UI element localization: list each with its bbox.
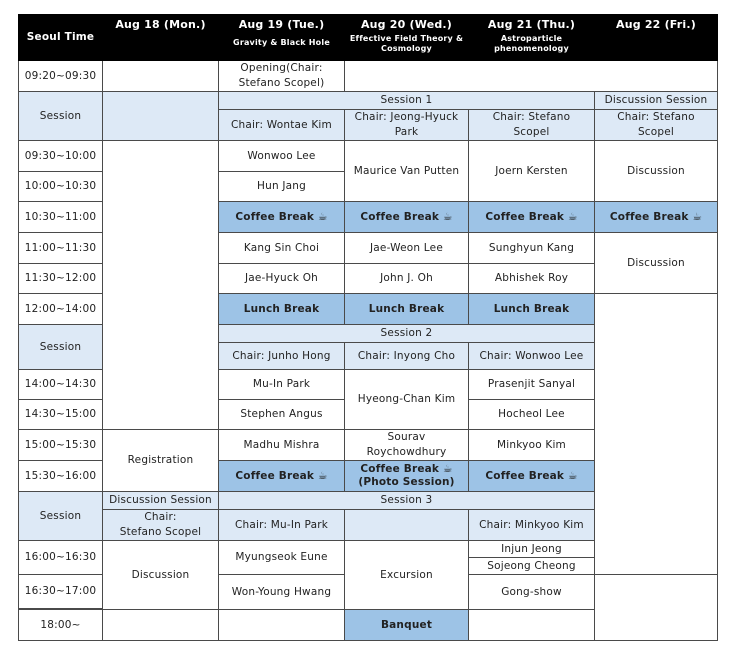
break-label: Coffee Break [485, 469, 565, 482]
coffee-cup-icon: ☕ [567, 469, 578, 482]
header-day-mon: Aug 18 (Mon.) [103, 15, 219, 61]
talk-cell: Joern Kersten [469, 141, 595, 202]
talk-cell: Abhishek Roy [469, 264, 595, 294]
talk-cell: Mu-In Park [219, 370, 345, 400]
coffee-cup-icon: ☕ [317, 210, 328, 223]
schedule-container [18, 14, 718, 641]
row-0920 [19, 61, 718, 92]
coffee-break-cell [345, 202, 469, 233]
fri-empty-block [595, 294, 718, 575]
talk-cell: Jae-Hyuck Oh [219, 264, 345, 294]
cell-line: Opening(Chair: [240, 62, 323, 74]
registration-cell: Registration [103, 430, 219, 492]
talk-cell: Kang Sin Choi [219, 233, 345, 264]
header-day-tue [219, 15, 345, 61]
session2-title: Session 2 [219, 325, 595, 343]
cell-line: Stefano Scopel) [238, 77, 325, 89]
break-label: Coffee Break [360, 463, 440, 475]
fri-discussion-session: Discussion Session [595, 92, 718, 110]
coffee-break-cell [469, 202, 595, 233]
break-label: Coffee Break [235, 210, 315, 223]
coffee-break-photo-cell [345, 461, 469, 492]
talk-cell: John J. Oh [345, 264, 469, 294]
lunch-break-cell: Lunch Break [219, 294, 345, 325]
coffee-break-cell [219, 461, 345, 492]
talk-cell: Madhu Mishra [219, 430, 345, 461]
talk-cell: Hun Jang [219, 172, 345, 202]
cell-line: Roychowdhury [366, 446, 447, 458]
chair-wed [345, 110, 469, 141]
coffee-cup-icon: ☕ [317, 469, 328, 482]
schedule-table [18, 14, 718, 641]
cell-line: Chair: [144, 511, 177, 523]
session-label: Session [19, 325, 103, 370]
empty-cell [469, 610, 595, 641]
time-cell: 11:00~11:30 [19, 233, 103, 264]
talk-cell: Sojeong Cheong [469, 558, 595, 575]
talk-cell: Wonwoo Lee [219, 141, 345, 172]
cell-line: Sourav [387, 431, 426, 443]
time-cell: 15:00~15:30 [19, 430, 103, 461]
coffee-cup-icon: ☕ [442, 210, 453, 223]
excursion-cell: Excursion [345, 541, 469, 610]
break-label: Coffee Break [485, 210, 565, 223]
chair-thu: Chair: Minkyoo Kim [469, 510, 595, 541]
cell-line [347, 463, 466, 476]
empty-cell [103, 92, 219, 141]
fri-empty-late [595, 575, 718, 641]
cell-line: Scopel [637, 126, 675, 138]
chair-fri [595, 110, 718, 141]
cell-line: Park [394, 126, 419, 138]
break-label: Coffee Break [609, 210, 689, 223]
talk-cell: Won-Young Hwang [219, 575, 345, 610]
empty-cell [103, 61, 219, 92]
header-row [19, 15, 718, 61]
time-cell: 18:00~ [19, 610, 103, 641]
discussion-cell: Discussion [595, 233, 718, 294]
cell-line: Scopel [513, 126, 550, 138]
talk-cell: Prasenjit Sanyal [469, 370, 595, 400]
chair-thu [469, 110, 595, 141]
time-cell: 11:30~12:00 [19, 264, 103, 294]
time-cell: 12:00~14:00 [19, 294, 103, 325]
chair-thu: Chair: Wonwoo Lee [469, 343, 595, 370]
header-topic: Gravity & Black Hole [233, 38, 330, 47]
header-day-fri: Aug 22 (Fri.) [595, 15, 718, 61]
row-session1-title [19, 92, 718, 110]
time-cell: 16:30~17:00 [19, 575, 103, 609]
talk-cell: Hyeong-Chan Kim [345, 370, 469, 430]
header-day-thu [469, 15, 595, 61]
talk-cell: Myungseok Eune [219, 541, 345, 575]
talk-cell: Stephen Angus [219, 400, 345, 430]
lunch-break-cell: Lunch Break [345, 294, 469, 325]
time-cell: 10:00~10:30 [19, 172, 103, 202]
talk-cell: Minkyoo Kim [469, 430, 595, 461]
discussion-cell: Discussion [595, 141, 718, 202]
header-seoul-time: Seoul Time [19, 15, 103, 61]
header-day-wed [345, 15, 469, 61]
talk-cell: Jae-Weon Lee [345, 233, 469, 264]
time-cell: 16:00~16:30 [19, 541, 103, 575]
time-cell: 09:30~10:00 [19, 141, 103, 172]
header-date: Aug 21 (Thu.) [487, 18, 576, 31]
talk-cell: Hocheol Lee [469, 400, 595, 430]
session-label: Session [19, 92, 103, 141]
chair-tue: Chair: Mu-In Park [219, 510, 345, 541]
talk-cell: Injun Jeong [469, 541, 595, 558]
empty-cell [219, 610, 345, 641]
session3-title: Session 3 [219, 492, 595, 510]
cell-line: Chair: Jeong-Hyuck [354, 111, 459, 123]
banquet-cell: Banquet [345, 610, 469, 641]
mon-discussion-cell: Discussion [103, 541, 219, 610]
time-cell: 10:30~11:00 [19, 202, 103, 233]
talk-cell [345, 430, 469, 461]
row-0930 [19, 141, 718, 172]
session1-title: Session 1 [219, 92, 595, 110]
cell-line: Chair: Stefano [617, 111, 695, 123]
gong-show-cell: Gong-show [469, 575, 595, 610]
mon-empty-block [103, 141, 219, 430]
coffee-break-cell [219, 202, 345, 233]
coffee-cup-icon: ☕ [442, 463, 453, 475]
header-topic: Astroparticle phenomenology [494, 34, 569, 53]
header-topic: Effective Field Theory & Cosmology [349, 34, 464, 53]
chair-tue: Chair: Junho Hong [219, 343, 345, 370]
session-label: Session [19, 492, 103, 541]
talk-cell: Sunghyun Kang [469, 233, 595, 264]
chair-mon [103, 510, 219, 541]
coffee-cup-icon: ☕ [567, 210, 578, 223]
cell-line: Chair: Stefano [492, 111, 571, 123]
mon-discussion-session: Discussion Session [103, 492, 219, 510]
time-cell: 14:00~14:30 [19, 370, 103, 400]
empty-cell [103, 610, 219, 641]
header-date: Aug 20 (Wed.) [360, 18, 453, 31]
time-cell: 09:20~09:30 [19, 61, 103, 92]
cell-line: Stefano Scopel [119, 526, 202, 538]
time-cell: 14:30~15:00 [19, 400, 103, 430]
break-label: Coffee Break [235, 469, 315, 482]
opening-cell [219, 61, 345, 92]
coffee-break-cell [595, 202, 718, 233]
time-cell: 15:30~16:00 [19, 461, 103, 492]
photo-session-label: (Photo Session) [358, 476, 455, 488]
empty-cell [345, 61, 718, 92]
chair-wed: Chair: Inyong Cho [345, 343, 469, 370]
coffee-cup-icon: ☕ [692, 210, 703, 223]
header-date: Aug 19 (Tue.) [238, 18, 325, 31]
break-label: Coffee Break [360, 210, 440, 223]
coffee-break-cell [469, 461, 595, 492]
chair-tue: Chair: Wontae Kim [219, 110, 345, 141]
talk-cell: Maurice Van Putten [345, 141, 469, 202]
chair-wed-empty [345, 510, 469, 541]
lunch-break-cell: Lunch Break [469, 294, 595, 325]
